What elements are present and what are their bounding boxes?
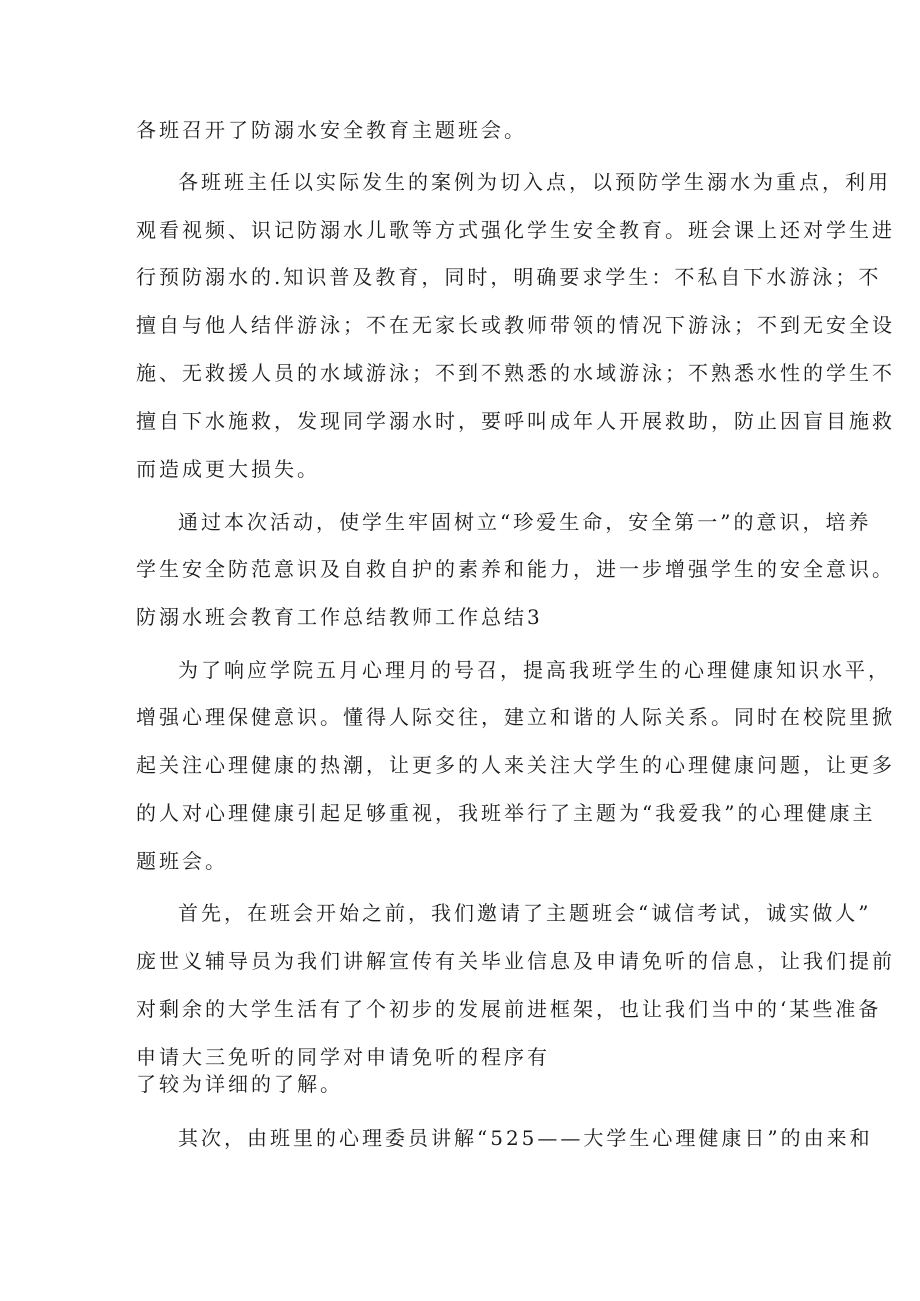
text-line: 庞世义辅导员为我们讲解宣传有关毕业信息及申请免听的信息，让我们提前	[136, 949, 895, 973]
text-line: 的人对心理健康引起足够重视，我班举行了主题为“我爱我”的心理健康主	[136, 801, 876, 825]
text-line: 对剩余的大学生活有了个初步的发展前进框架，也让我们当中的‘某些准备	[136, 997, 882, 1021]
text-line: 题班会。	[136, 849, 228, 873]
text-line: 而造成更大损失。	[136, 457, 320, 481]
text-line: 增强心理保健意识。懂得人际交往，建立和谐的人际关系。同时在校院里掀	[136, 705, 895, 729]
text-line: 了较为详细的了解。	[136, 1072, 343, 1096]
text-line: 行预防溺水的.知识普及教育，同时，明确要求学生：不私自下水游泳；不	[136, 265, 882, 289]
text-line: 学生安全防范意识及自救自护的素养和能力，进一步增强学生的安全意识。	[136, 557, 895, 581]
paragraph-start-line: 为了响应学院五月心理月的号召，提高我班学生的心理健康知识水平，	[178, 658, 891, 682]
text-line: 申请大三免听的同学对申请免听的程序有	[136, 1045, 550, 1069]
text-line: 观看视频、识记防溺水儿歌等方式强化学生安全教育。班会课上还对学生进	[136, 218, 895, 242]
text-line: 擅自下水施救，发现同学溺水时，要呼叫成年人开展救助，防止因盲目施救	[136, 409, 895, 433]
paragraph-start-line: 通过本次活动，使学生牢固树立“珍爱生命，安全第一”的意识，培养	[178, 510, 872, 534]
text-line: 各班召开了防溺水安全教育主题班会。	[136, 118, 527, 142]
paragraph-start-line: 各班班主任以实际发生的案例为切入点，以预防学生溺水为重点，利用	[178, 170, 891, 194]
section-heading: 防溺水班会教育工作总结教师工作总结3	[136, 605, 543, 629]
text-line: 擅自与他人结伴游泳；不在无家长或教师带领的情况下游泳；不到无安全设	[136, 313, 895, 337]
text-line: 施、无救援人员的水域游泳；不到不熟悉的水域游泳；不熟悉水性的学生不	[136, 361, 895, 385]
paragraph-start-line: 首先，在班会开始之前，我们邀请了主题班会“诚信考试，诚实做人”	[178, 901, 872, 925]
paragraph-start-line: 其次，由班里的心理委员讲解“525——大学生心理健康日”的由来和	[178, 1126, 873, 1150]
text-line: 起关注心理健康的热潮，让更多的人来关注大学生的心理健康问题，让更多	[136, 753, 895, 777]
